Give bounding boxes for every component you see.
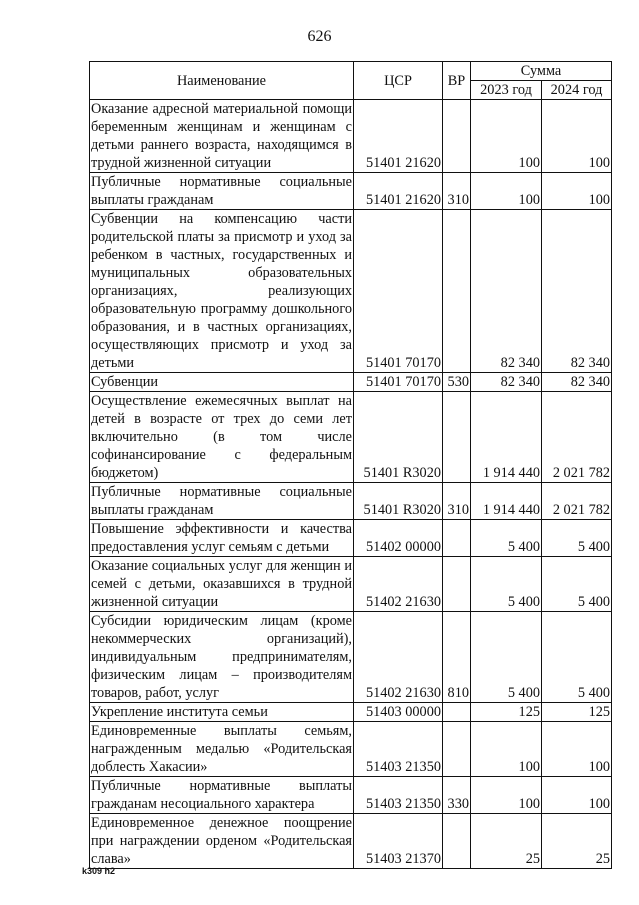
header-year-2023: 2023 год <box>471 81 542 100</box>
header-sum: Сумма <box>471 62 612 81</box>
row-name: Единовременные выплаты семьям, награжденным медалью «Родительская доблесть Хакасии» <box>91 723 352 775</box>
row-vr: 810 <box>443 612 471 703</box>
row-sum-2024: 25 <box>542 814 612 869</box>
table-row <box>90 777 612 814</box>
row-sum-2024: 125 <box>542 703 612 722</box>
row-csr: 51401 21620 <box>354 173 443 210</box>
row-sum-2024: 100 <box>542 173 612 210</box>
row-name: Субвенции <box>90 373 354 392</box>
table-row <box>90 173 612 210</box>
row-name: Субсидии юридическим лицам (кроме некоммерческих организаций), индивидуальным предпринимателям, физическим лицам – производителям товаров, работ, услуг <box>91 613 352 701</box>
row-sum-2023: 100 <box>471 722 542 777</box>
row-csr: 51402 21630 <box>354 557 443 612</box>
row-csr: 51401 R3020 <box>354 392 443 483</box>
row-sum-2023: 100 <box>471 100 542 173</box>
row-sum-2024: 100 <box>542 777 612 814</box>
row-sum-2023: 25 <box>471 814 542 869</box>
row-name: Оказание адресной материальной помощи беременным женщинам и женщинам с детьми раннего возраста, находящимся в трудной жизненной ситуации <box>91 101 352 171</box>
row-sum-2023: 82 340 <box>471 373 542 392</box>
table-row <box>90 703 612 722</box>
row-vr <box>443 520 471 557</box>
table-row <box>90 722 612 777</box>
row-csr: 51402 21630 <box>354 612 443 703</box>
row-sum-2024: 2 021 782 <box>542 392 612 483</box>
row-csr: 51403 00000 <box>354 703 443 722</box>
row-vr <box>443 392 471 483</box>
row-vr <box>443 722 471 777</box>
header-name: Наименование <box>90 62 354 100</box>
row-vr: 310 <box>443 173 471 210</box>
row-sum-2024: 2 021 782 <box>542 483 612 520</box>
row-vr: 330 <box>443 777 471 814</box>
row-sum-2023: 5 400 <box>471 520 542 557</box>
header-csr: ЦСР <box>354 62 443 100</box>
row-sum-2023: 100 <box>471 777 542 814</box>
row-name: Публичные нормативные выплаты гражданам несоциального характера <box>91 778 352 812</box>
budget-table <box>89 61 612 869</box>
row-sum-2024: 82 340 <box>542 210 612 373</box>
row-vr: 530 <box>443 373 471 392</box>
table-row <box>90 373 612 392</box>
row-csr: 51401 70170 <box>354 373 443 392</box>
row-name: Укрепление института семьи <box>90 703 354 722</box>
page-number: 626 <box>307 28 332 45</box>
row-sum-2024: 82 340 <box>542 373 612 392</box>
row-sum-2023: 1 914 440 <box>471 392 542 483</box>
row-sum-2023: 5 400 <box>471 612 542 703</box>
row-csr: 51403 21370 <box>354 814 443 869</box>
table-row <box>90 100 612 173</box>
row-name: Осуществление ежемесячных выплат на детей в возрасте от трех до семи лет включительно (в том числе софинансирование с федеральным бюджетом) <box>91 393 352 481</box>
row-vr <box>443 557 471 612</box>
row-vr <box>443 703 471 722</box>
row-name: Субвенции на компенсацию части родительской платы за присмотр и уход за ребенком в частных, государственных и муниципальных образовательных организациях, реализующих образовательную программу дошкольного образования, и в частных организациях, осуществляющих присмотр и уход за детьми <box>91 211 352 371</box>
row-name: Оказание социальных услуг для женщин и семей с детьми, оказавшихся в трудной жизненной ситуации <box>91 558 352 610</box>
table-row <box>90 483 612 520</box>
row-name: Публичные нормативные социальные выплаты гражданам <box>91 484 352 518</box>
row-sum-2024: 5 400 <box>542 557 612 612</box>
row-csr: 51402 00000 <box>354 520 443 557</box>
table-row <box>90 557 612 612</box>
row-vr: 310 <box>443 483 471 520</box>
row-sum-2023: 1 914 440 <box>471 483 542 520</box>
table-row <box>90 612 612 703</box>
row-sum-2023: 5 400 <box>471 557 542 612</box>
row-sum-2023: 100 <box>471 173 542 210</box>
row-sum-2023: 82 340 <box>471 210 542 373</box>
row-sum-2024: 100 <box>542 100 612 173</box>
row-sum-2023: 125 <box>471 703 542 722</box>
row-name: Повышение эффективности и качества предоставления услуг семьям с детьми <box>91 521 352 555</box>
row-sum-2024: 5 400 <box>542 520 612 557</box>
row-sum-2024: 100 <box>542 722 612 777</box>
row-name: Публичные нормативные социальные выплаты гражданам <box>91 174 352 208</box>
table-row <box>90 392 612 483</box>
row-vr <box>443 814 471 869</box>
table-body <box>90 100 612 869</box>
row-csr: 51403 21350 <box>354 722 443 777</box>
row-vr <box>443 100 471 173</box>
row-csr: 51403 21350 <box>354 777 443 814</box>
row-csr: 51401 70170 <box>354 210 443 373</box>
document-code: k309 h2 <box>82 866 116 876</box>
row-name: Единовременное денежное поощрение при награждении орденом «Родительская слава» <box>91 815 352 867</box>
table-row <box>90 520 612 557</box>
table-row <box>90 210 612 373</box>
header-vr: ВР <box>443 62 471 100</box>
row-csr: 51401 21620 <box>354 100 443 173</box>
row-sum-2024: 5 400 <box>542 612 612 703</box>
row-csr: 51401 R3020 <box>354 483 443 520</box>
table-row <box>90 814 612 869</box>
row-vr <box>443 210 471 373</box>
header-year-2024: 2024 год <box>542 81 612 100</box>
